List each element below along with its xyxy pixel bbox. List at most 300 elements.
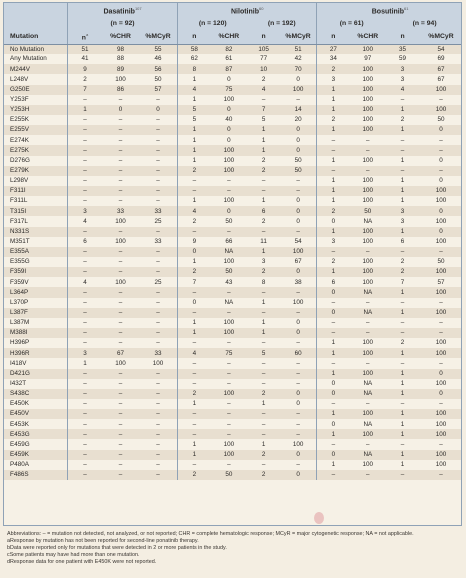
mutation-name: L364P [4,287,67,297]
table-cell: – [102,166,139,176]
table-cell: – [210,358,247,368]
table-cell: – [419,470,462,480]
table-cell: 2 [247,267,280,277]
table-cell: – [317,318,350,328]
table-row [4,186,462,196]
table-cell: 100 [349,115,386,125]
mutation-name: T315I [4,206,67,216]
table-cell: 1 [386,105,419,115]
mutation-name: F311L [4,196,67,206]
table-cell: – [317,166,350,176]
table-row [4,348,462,358]
table-cell: – [102,460,139,470]
table-cell: 1 [247,318,280,328]
table-cell: 6 [247,206,280,216]
table-cell: 3 [386,206,419,216]
table-cell: – [102,135,139,145]
table-cell: 100 [419,348,462,358]
table-row [4,125,462,135]
table-cell: 0 [317,287,350,297]
table-cell: 100 [102,277,139,287]
table-cell: 41 [67,54,102,64]
table-row [4,318,462,328]
table-cell: 1 [386,450,419,460]
cohort-size: (n = 61) [317,17,386,30]
header-blank [4,17,67,30]
table-cell: – [210,419,247,429]
table-cell: 2 [178,166,211,176]
table-cell: 1 [386,460,419,470]
table-row [4,338,462,348]
table-cell: – [247,338,280,348]
table-cell: – [210,409,247,419]
table-cell: 2 [247,389,280,399]
table-cell: – [139,287,178,297]
table-cell: 100 [280,247,317,257]
mutation-name: I418V [4,358,67,368]
table-cell: – [247,369,280,379]
column-header-mutation: Mutation [4,30,67,44]
table-cell: 100 [419,308,462,318]
table-cell: 1 [247,399,280,409]
table-cell: 3 [317,74,350,84]
drug-name: Bosutinib [371,7,405,15]
table-cell: – [178,287,211,297]
table-row [4,95,462,105]
table-cell: – [280,379,317,389]
table-cell: – [67,287,102,297]
table-cell: 100 [349,74,386,84]
table-cell: – [102,257,139,267]
table-cell: 11 [247,237,280,247]
table-row [4,206,462,216]
table-cell: – [139,369,178,379]
table-cell: 0 [178,298,211,308]
table-cell: 0 [280,389,317,399]
table-cell: – [419,358,462,368]
column-header-n: n [247,30,280,44]
table-cell: 0 [419,389,462,399]
table-cell: 82 [210,44,247,54]
table-cell: – [67,439,102,449]
table-cell: 100 [419,237,462,247]
table-cell: – [349,298,386,308]
table-cell: 0 [317,308,350,318]
column-header-chr: %CHR [210,30,247,44]
table-cell: 1 [386,156,419,166]
table-cell: 1 [317,409,350,419]
table-cell: 1 [317,460,350,470]
table-cell: 100 [349,44,386,54]
table-cell: – [67,145,102,155]
mutation-name: Y253H [4,105,67,115]
table-cell: – [386,298,419,308]
table-cell: – [247,429,280,439]
table-cell: – [139,176,178,186]
table-row [4,389,462,399]
table-cell: – [247,287,280,297]
table-cell: 75 [210,348,247,358]
table-cell: 7 [178,277,211,287]
mutation-name: E255K [4,115,67,125]
table-cell: 2 [247,216,280,226]
mutation-name: P480A [4,460,67,470]
table-cell: 0 [280,196,317,206]
table-cell: – [139,298,178,308]
table-cell: 0 [419,206,462,216]
table-cell: 100 [419,196,462,206]
table-cell: 1 [247,247,280,257]
table-cell: – [102,399,139,409]
table-cell: 100 [210,328,247,338]
table-cell: 100 [280,85,317,95]
table-cell: – [102,338,139,348]
table-cell: 100 [419,105,462,115]
table-cell: 0 [280,206,317,216]
table-cell: 100 [349,85,386,95]
table-cell: 100 [280,298,317,308]
table-cell: 2 [247,166,280,176]
table-cell: 0 [317,389,350,399]
table-cell: 100 [139,358,178,368]
table-cell: – [280,227,317,237]
table-cell: – [102,318,139,328]
table-cell: 0 [280,318,317,328]
table-row [4,227,462,237]
table-cell: 1 [247,145,280,155]
table-cell: NA [349,287,386,297]
mutation-name: Any Mutation [4,54,67,64]
table-cell: 7 [67,85,102,95]
table-cell: – [317,298,350,308]
table-cell: – [67,176,102,186]
table-cell: – [139,379,178,389]
table-cell: – [178,369,211,379]
table-cell: – [386,318,419,328]
table-cell: – [247,460,280,470]
table-cell: 1 [178,135,211,145]
table-cell: 100 [349,105,386,115]
table-cell: 10 [247,64,280,74]
table-row [4,277,462,287]
table-cell: 0 [280,125,317,135]
table-cell: – [210,460,247,470]
table-cell: – [247,176,280,186]
table-row [4,54,462,64]
table-row [4,176,462,186]
table-cell: 33 [139,237,178,247]
table-cell: 1 [386,419,419,429]
table-cell: 0 [210,125,247,135]
mutation-name: E355G [4,257,67,267]
footnote-d: dResponse data for one patient with E450K were not reported. [7,558,157,565]
table-cell: 0 [280,135,317,145]
table-cell: 1 [178,328,211,338]
table-cell: 34 [317,54,350,64]
table-cell: 75 [210,85,247,95]
drug-reference: 60 [259,5,264,11]
table-cell: 6 [67,237,102,247]
table-cell: – [139,257,178,267]
table-cell: 33 [139,206,178,216]
table-cell: – [102,196,139,206]
table-cell: 2 [317,206,350,216]
mutation-name: E459K [4,450,67,460]
table-cell: 100 [349,125,386,135]
table-cell: 100 [210,318,247,328]
table-cell: – [139,186,178,196]
table-cell: NA [349,450,386,460]
table-cell: – [280,308,317,318]
table-cell: 50 [210,267,247,277]
table-row [4,237,462,247]
table-cell: 62 [178,54,211,64]
table-row [4,85,462,95]
mutation-name: E255V [4,125,67,135]
table-row [4,287,462,297]
footnote-abbreviations: Abbreviations: – = mutation not detected, not analyzed, or not reported; CHR = complete hematologic response; MCyR = major cytogenetic response; NA = not applicable. [7,531,414,537]
table-cell: 38 [280,277,317,287]
table-cell: – [349,247,386,257]
table-cell: 3 [386,216,419,226]
table-cell: – [67,450,102,460]
mutation-name: E453G [4,429,67,439]
table-cell: 0 [210,206,247,216]
table-cell: – [139,409,178,419]
table-cell: 100 [349,176,386,186]
table-cell: – [102,439,139,449]
table-cell: 33 [139,348,178,358]
mutation-name: F486S [4,470,67,480]
table-cell: 70 [280,64,317,74]
mutation-response-table [4,3,462,480]
table-cell: 2 [178,267,211,277]
table-cell: 25 [139,216,178,226]
table-cell: 55 [139,44,178,54]
table-cell: 50 [419,115,462,125]
table-cell: – [210,379,247,389]
table-cell: 0 [419,125,462,135]
table-cell: 2 [247,450,280,460]
table-row [4,419,462,429]
table-cell: 2 [178,470,211,480]
table-cell: NA [210,298,247,308]
table-cell: – [139,156,178,166]
table-cell: 43 [210,277,247,287]
table-cell: – [139,399,178,409]
header-column-row [4,30,462,44]
table-cell: – [419,95,462,105]
table-cell: 0 [317,419,350,429]
mutation-name: L387F [4,308,67,318]
table-cell: – [419,135,462,145]
table-cell: 77 [247,54,280,64]
table-cell: 14 [280,105,317,115]
table-cell: – [349,439,386,449]
table-cell: 87 [210,64,247,74]
table-cell: 100 [210,196,247,206]
cohort-size: (n = 92) [67,17,177,30]
table-cell: 0 [280,267,317,277]
table-cell: 7 [247,105,280,115]
table-cell: – [139,145,178,155]
table-cell: 1 [317,196,350,206]
table-cell: 50 [419,257,462,267]
table-cell: 4 [67,216,102,226]
table-cell: – [102,287,139,297]
table-cell: – [102,176,139,186]
table-cell: 3 [247,257,280,267]
table-cell: 1 [317,348,350,358]
table-cell: – [317,439,350,449]
table-cell: 100 [419,460,462,470]
table-cell: 100 [349,257,386,267]
table-cell: – [210,186,247,196]
table-cell: – [349,470,386,480]
table-cell: 100 [349,409,386,419]
table-row [4,64,462,74]
table-cell: 100 [419,429,462,439]
table-cell: – [67,318,102,328]
table-cell: 105 [247,44,280,54]
table-cell: – [210,338,247,348]
table-cell: 1 [386,186,419,196]
table-cell: – [210,429,247,439]
table-row [4,115,462,125]
table-cell: 4 [178,206,211,216]
table-cell: – [178,429,211,439]
table-cell: – [139,338,178,348]
table-cell: – [67,338,102,348]
table-cell: – [139,115,178,125]
table-cell: – [386,247,419,257]
table-cell: 1 [178,95,211,105]
table-cell: 1 [247,439,280,449]
table-cell: 56 [139,64,178,74]
mutation-name: F359V [4,277,67,287]
table-cell: – [317,135,350,145]
table-cell: 0 [419,156,462,166]
table-cell: 2 [317,257,350,267]
table-cell: – [247,419,280,429]
table-cell: – [139,318,178,328]
table-cell: 1 [386,409,419,419]
table-cell: – [247,227,280,237]
header-cohort-row [4,17,462,30]
table-cell: – [102,95,139,105]
table-cell: – [102,267,139,277]
table-row [4,216,462,226]
mutation-name: E450V [4,409,67,419]
table-row [4,257,462,267]
table-cell: – [102,156,139,166]
table-row [4,166,462,176]
mutation-name: F317L [4,216,67,226]
table-cell: 1 [317,429,350,439]
table-cell: 40 [210,115,247,125]
header-blank [4,3,67,17]
table-cell: 50 [280,156,317,166]
table-cell: NA [349,308,386,318]
table-cell: 1 [317,267,350,277]
table-cell: – [280,186,317,196]
mutation-name: N331S [4,227,67,237]
table-cell: 67 [102,348,139,358]
table-cell: 100 [349,460,386,470]
table-cell: – [349,145,386,155]
table-cell: – [210,308,247,318]
table-cell: – [349,358,386,368]
cohort-size: (n = 94) [386,17,462,30]
table-cell: 1 [386,348,419,358]
table-cell: – [280,460,317,470]
table-cell: – [67,257,102,267]
table-cell: 1 [178,196,211,206]
mutation-name: L298V [4,176,67,186]
mutation-name: L370P [4,298,67,308]
table-cell: – [102,369,139,379]
table-cell: 1 [247,196,280,206]
table-row [4,105,462,115]
table-cell: 1 [178,145,211,155]
table-cell: 1 [317,95,350,105]
drug-reference: 61 [404,5,409,11]
table-cell: NA [349,379,386,389]
table-cell: 51 [67,44,102,54]
table-cell: – [178,227,211,237]
table-cell: – [386,95,419,105]
table-cell: 2 [247,156,280,166]
mutation-name: I432T [4,379,67,389]
table-cell: 61 [210,54,247,64]
table-row [4,267,462,277]
table-cell: – [419,328,462,338]
table-cell: 0 [280,328,317,338]
column-header-n: n$^a$ [67,30,102,44]
table-cell: 1 [178,74,211,84]
table-cell: – [102,125,139,135]
table-cell: 100 [349,196,386,206]
table-cell: – [67,399,102,409]
table-cell: 2 [178,216,211,226]
table-cell: – [67,460,102,470]
table-cell: 4 [178,348,211,358]
table-cell: 0 [280,470,317,480]
table-row [4,470,462,480]
table-cell: NA [349,389,386,399]
table-cell: – [386,358,419,368]
table-cell: – [178,338,211,348]
table-cell: 0 [419,369,462,379]
table-cell: – [102,429,139,439]
table-cell: 2 [317,64,350,74]
table-cell: – [247,409,280,419]
table-cell: – [210,287,247,297]
table-cell: – [102,419,139,429]
table-cell: 3 [386,74,419,84]
table-cell: 8 [247,277,280,287]
table-cell: – [419,247,462,257]
table-cell: 100 [210,450,247,460]
mutation-name: H396P [4,338,67,348]
table-cell: – [349,166,386,176]
table-cell: – [280,338,317,348]
mutation-name: M351T [4,237,67,247]
table-cell: 1 [247,298,280,308]
table-cell: 50 [210,216,247,226]
table-cell: 0 [280,216,317,226]
table-cell: 2 [317,115,350,125]
